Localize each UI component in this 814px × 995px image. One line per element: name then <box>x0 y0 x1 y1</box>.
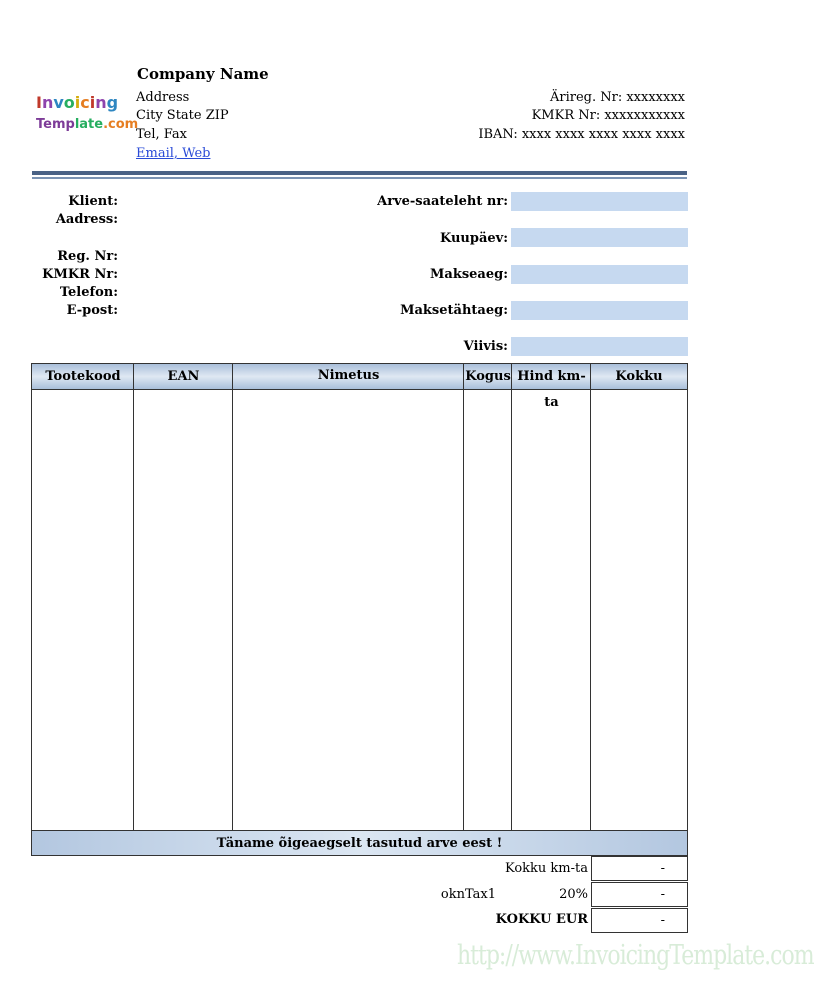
invoice-date-field[interactable] <box>511 228 688 247</box>
company-tel: Tel, Fax <box>136 127 187 142</box>
grand-total-label: KOKKU EUR <box>495 912 588 927</box>
items-table-header <box>32 364 687 410</box>
company-iban: IBAN: xxxx xxxx xxxx xxxx xxxx <box>478 127 685 142</box>
client-reg-label: Reg. Nr: <box>57 249 118 264</box>
items-table <box>31 363 688 856</box>
invoice-number-field[interactable] <box>511 192 688 211</box>
column-header-name: Nimetus <box>317 368 380 383</box>
tax-rate: 20% <box>559 887 588 902</box>
client-email-label: E-post: <box>66 303 118 318</box>
invoice-number-label: Arve-saateleht nr: <box>377 194 508 209</box>
due-date-field[interactable] <box>511 301 688 320</box>
subtotal-label: Kokku km-ta <box>504 861 588 876</box>
tax-value: - <box>591 882 688 907</box>
column-divider <box>133 364 134 831</box>
payment-terms-label: Makseaeg: <box>430 267 508 282</box>
client-address-label: Aadress: <box>55 212 118 227</box>
subtotal-value: - <box>591 856 688 881</box>
header-divider <box>32 171 687 175</box>
column-header-ean: EAN <box>167 369 200 384</box>
column-divider <box>511 364 512 831</box>
thank-you-note: Täname õigeaegselt tasutud arve eest ! <box>32 830 687 855</box>
column-divider <box>232 364 233 831</box>
reference-field[interactable] <box>511 337 688 356</box>
logo-line-2: Template.com <box>36 117 139 132</box>
company-email-web-link[interactable]: Email, Web <box>136 146 211 161</box>
payment-terms-field[interactable] <box>511 265 688 284</box>
client-phone-label: Telefon: <box>59 285 118 300</box>
client-label: Klient: <box>68 194 118 209</box>
company-city: City State ZIP <box>136 108 229 123</box>
header-divider-thin <box>32 177 687 179</box>
watermark: http://www.InvoicingTemplate.com <box>457 940 814 972</box>
column-divider <box>463 364 464 831</box>
client-kmkr-label: KMKR Nr: <box>42 267 118 282</box>
grand-total-value: - <box>591 908 688 933</box>
company-logo <box>36 92 139 136</box>
reference-label: Viivis: <box>463 339 508 354</box>
column-divider <box>590 364 591 831</box>
invoice-date-label: Kuupäev: <box>439 231 508 246</box>
column-header-total: Kokku <box>615 369 663 384</box>
company-reg-nr: Ärireg. Nr: xxxxxxxx <box>549 90 685 105</box>
column-header-quantity: Kogus <box>465 369 511 384</box>
column-header-price: Hind km-ta <box>517 369 586 410</box>
company-name: Company Name <box>137 65 269 83</box>
logo-line-1: Invoicing <box>36 93 119 112</box>
company-kmkr-nr: KMKR Nr: xxxxxxxxxxx <box>531 108 685 123</box>
column-header-product-code: Tootekood <box>45 369 121 384</box>
company-address: Address <box>136 90 190 105</box>
due-date-label: Maksetähtaeg: <box>400 303 508 318</box>
tax-label: oknTax1 <box>440 887 496 902</box>
